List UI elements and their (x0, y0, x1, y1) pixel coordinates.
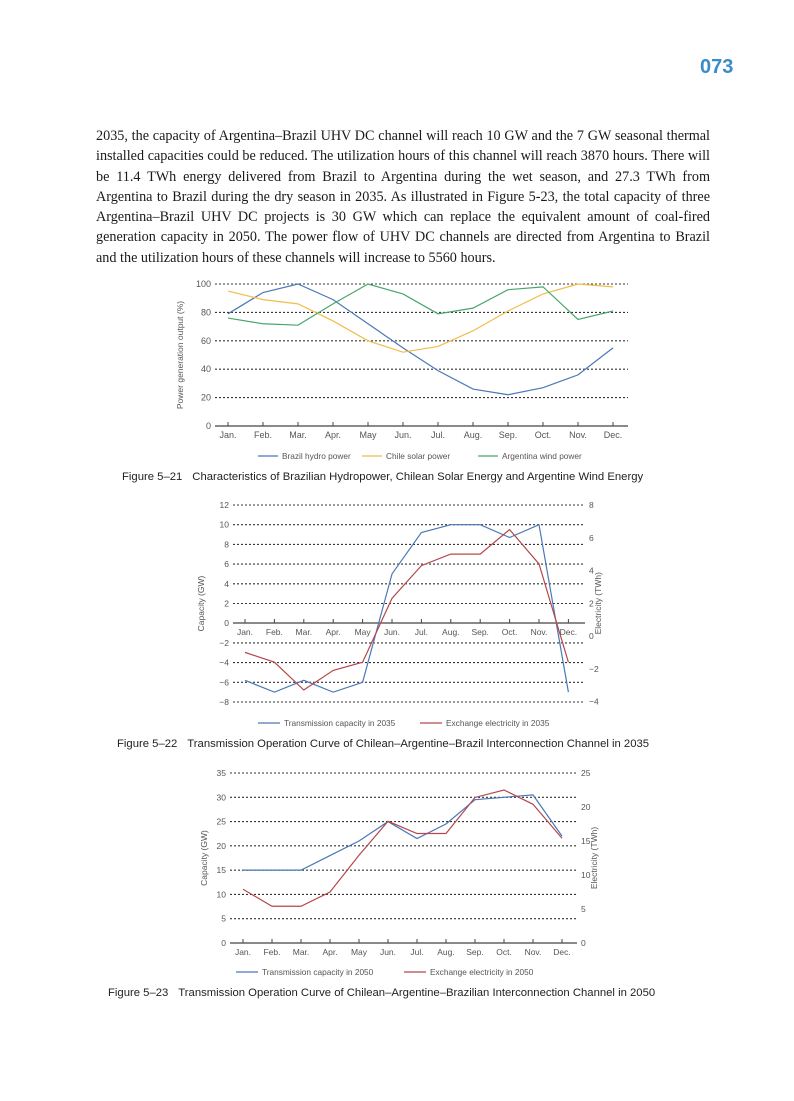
svg-text:Sep.: Sep. (471, 627, 489, 637)
svg-text:2: 2 (224, 598, 229, 609)
svg-text:Apr.: Apr. (324, 430, 342, 440)
svg-text:4: 4 (589, 565, 594, 576)
svg-text:Mar.: Mar. (289, 430, 307, 440)
svg-text:Apr.: Apr. (325, 627, 341, 637)
svg-text:Brazil hydro power: Brazil hydro power (282, 451, 351, 461)
figure-title: Characteristics of Brazilian Hydropower, Chilean Solar Energy and Argentine Wind Energy (192, 471, 644, 483)
svg-text:Aug.: Aug. (463, 430, 483, 440)
svg-text:Aug.: Aug. (437, 947, 455, 957)
svg-text:−4: −4 (589, 696, 599, 707)
svg-text:Oct.: Oct. (496, 947, 512, 957)
svg-text:10: 10 (581, 870, 591, 880)
svg-text:35: 35 (216, 768, 226, 778)
svg-text:10: 10 (219, 519, 229, 530)
svg-text:Oct.: Oct. (501, 627, 518, 637)
svg-text:−2: −2 (219, 637, 229, 648)
svg-text:Power generation output (%): Power generation output (%) (175, 300, 185, 410)
svg-text:−4: −4 (219, 657, 229, 668)
svg-text:8: 8 (224, 539, 229, 550)
svg-text:0: 0 (221, 938, 226, 948)
svg-text:Exchange electricity in 2050: Exchange electricity in 2050 (430, 967, 534, 977)
svg-text:6: 6 (589, 532, 594, 543)
page-number: 073 (700, 56, 734, 78)
figure-title: Transmission Operation Curve of Chilean–Argentine–Brazil Interconnection Channel in 2035 (187, 738, 650, 750)
body-text: 2035, the capacity of Argentina–Brazil UHV DC channel will reach 10 GW and the 7 GW seasonal thermal installed capacities could be reduced. The utilization hours of this channel will reach 3870 hours. There will be 11.4 TWh energy delivered from Brazil to Argentina during the wet season, and 27.3 TWh from Argentina to Brazil during the dry season in 2035. As illustrated in Figure 5-23, the total capacity of three Argentina–Brazil UHV DC projects is 30 GW which can replace the equivalent amount of coal-fired generation capacity in 2050. The power flow of UHV DC channels are directed from Argentina to Brazil and the utilization hours of these channels will increase to 5560 hours. (96, 128, 710, 266)
svg-text:5: 5 (221, 913, 226, 924)
svg-text:2: 2 (589, 598, 594, 609)
figure-number: Figure 5–22 (117, 738, 178, 750)
svg-text:−6: −6 (219, 677, 229, 688)
svg-text:Jan.: Jan. (236, 627, 254, 637)
svg-text:Capacity (GW): Capacity (GW) (196, 575, 206, 632)
svg-text:Jan.: Jan. (219, 430, 237, 440)
svg-text:Mar.: Mar. (292, 947, 310, 957)
svg-text:Aug.: Aug. (442, 627, 460, 637)
svg-text:Electricity (TWh): Electricity (TWh) (589, 826, 599, 890)
svg-text:0: 0 (589, 631, 594, 641)
svg-text:4: 4 (224, 578, 229, 589)
svg-text:Jun.: Jun. (394, 430, 412, 440)
figure-number: Figure 5–23 (108, 987, 169, 999)
svg-text:25: 25 (581, 768, 591, 778)
svg-text:20: 20 (200, 392, 211, 403)
svg-text:12: 12 (219, 500, 229, 510)
figure-title: Transmission Operation Curve of Chilean–Argentine–Brazilian Interconnection Channel in 2050 (178, 987, 656, 999)
svg-text:Feb.: Feb. (263, 947, 281, 957)
svg-text:20: 20 (581, 802, 591, 812)
svg-text:0: 0 (205, 421, 211, 431)
svg-text:Oct.: Oct. (534, 430, 552, 440)
svg-text:100: 100 (195, 279, 211, 289)
svg-text:Dec.: Dec. (559, 627, 578, 637)
svg-text:Mar.: Mar. (295, 627, 313, 637)
svg-text:Sep.: Sep. (498, 430, 518, 440)
svg-text:Nov.: Nov. (524, 947, 542, 957)
svg-text:15: 15 (216, 865, 226, 876)
svg-text:May: May (359, 430, 377, 440)
svg-text:Dec.: Dec. (553, 947, 571, 957)
svg-text:25: 25 (216, 816, 226, 827)
figure-caption-5-23 (108, 987, 655, 999)
svg-text:0: 0 (581, 938, 586, 948)
svg-text:10: 10 (216, 889, 226, 900)
svg-text:Jun.: Jun. (383, 627, 401, 637)
figure-number: Figure 5–21 (122, 471, 183, 483)
svg-text:Feb.: Feb. (253, 430, 273, 440)
svg-text:8: 8 (589, 500, 594, 510)
svg-text:80: 80 (200, 307, 211, 318)
svg-text:Argentina wind power: Argentina wind power (502, 451, 582, 461)
svg-text:Jul.: Jul. (410, 947, 424, 957)
svg-text:60: 60 (200, 335, 211, 346)
svg-text:−8: −8 (219, 697, 229, 707)
svg-text:Jul.: Jul. (414, 627, 429, 637)
svg-text:5: 5 (581, 904, 586, 914)
svg-text:Transmission capacity in 2035: Transmission capacity in 2035 (284, 718, 396, 728)
svg-text:Transmission capacity in 2050: Transmission capacity in 2050 (262, 967, 374, 977)
svg-text:Jul.: Jul. (430, 430, 446, 440)
svg-text:Jun.: Jun. (379, 947, 397, 957)
svg-text:May: May (354, 627, 371, 637)
svg-text:Nov.: Nov. (569, 430, 587, 440)
svg-text:Nov.: Nov. (530, 627, 548, 637)
svg-text:Exchange electricity in 2035: Exchange electricity in 2035 (446, 718, 550, 728)
svg-text:Apr.: Apr. (322, 947, 338, 957)
svg-text:30: 30 (216, 792, 226, 803)
svg-text:−2: −2 (589, 663, 599, 674)
svg-text:Jan.: Jan. (234, 947, 252, 957)
svg-text:0: 0 (224, 618, 229, 629)
svg-text:Chile solar power: Chile solar power (386, 451, 451, 461)
svg-text:Electricity (TWh): Electricity (TWh) (593, 572, 603, 635)
svg-text:40: 40 (200, 364, 211, 375)
svg-text:May: May (350, 947, 368, 957)
svg-text:Capacity (GW): Capacity (GW) (199, 830, 209, 886)
svg-text:6: 6 (224, 559, 229, 570)
svg-text:Dec.: Dec. (603, 430, 623, 440)
svg-text:Sep.: Sep. (466, 947, 484, 957)
svg-text:Feb.: Feb. (265, 627, 283, 637)
svg-text:15: 15 (581, 836, 591, 846)
svg-text:20: 20 (216, 840, 226, 851)
